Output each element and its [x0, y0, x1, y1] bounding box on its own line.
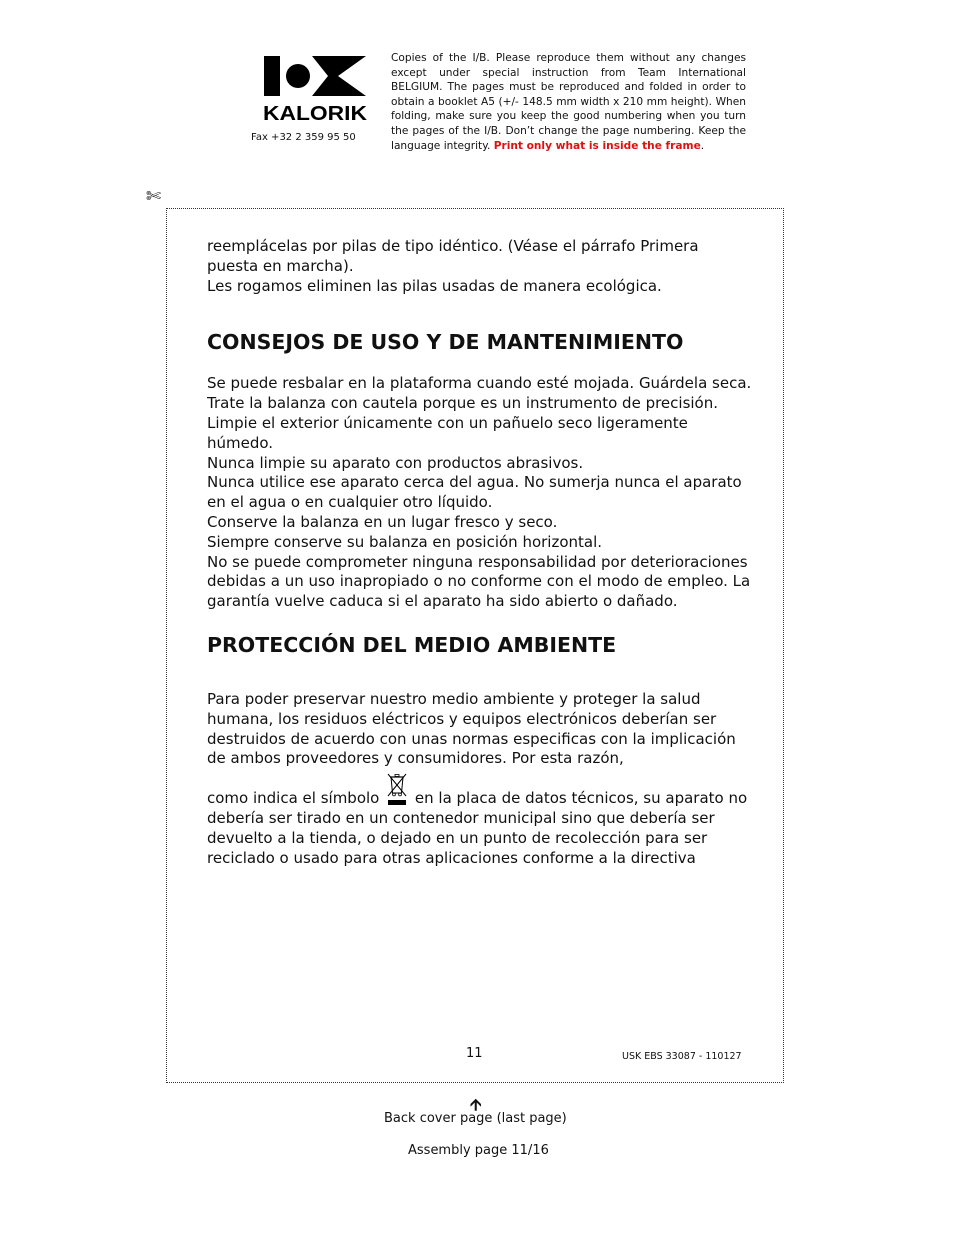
page-number: 11: [466, 1046, 483, 1061]
assembly-page-label: Assembly page 11/16: [408, 1143, 549, 1158]
notice-end: .: [700, 139, 705, 152]
maintenance-paragraph: Trate la balanza con cautela porque es un instrumento de precisión.: [207, 394, 719, 413]
intro-paragraph: reemplácelas por pilas de tipo idéntico. (Véase el párrafo Primera puesta en marcha).: [207, 237, 699, 275]
maintenance-paragraph: Se puede resbalar en la plataforma cuando esté mojada. Guárdela seca.: [207, 374, 752, 393]
intro-paragraph: Les rogamos eliminen las pilas usadas de manera ecológica.: [207, 276, 662, 295]
maintenance-paragraph: Siempre conserve su balanza en posición horizontal.: [207, 532, 603, 551]
maintenance-paragraph: No se puede comprometer ninguna responsabilidad por deterioraciones debidas a un uso inapropiado o no conforme con el modo de empleo. La garantía vuelve caduca si el aparato ha sido abierto o dañado.: [207, 552, 751, 611]
section-title-environment: PROTECCIÓN DEL MEDIO AMBIENTE: [207, 632, 617, 657]
symbol-text-before: como indica el símbolo: [207, 789, 385, 808]
back-cover-label: Back cover page (last page): [384, 1111, 567, 1126]
maintenance-paragraph: Nunca utilice ese aparato cerca del agua. No sumerja nunca el aparato en el agua o en cualquier otro líquido.: [207, 473, 742, 512]
kalorik-logo: [262, 52, 368, 124]
logo-text: KALORIK: [263, 103, 368, 124]
crossed-out-wheelie-bin-icon: [386, 771, 408, 807]
page-content: [207, 237, 752, 868]
maintenance-paragraph: Nunca limpie su aparato con productos abrasivos.: [207, 453, 584, 472]
reproduction-notice: [391, 51, 746, 153]
section-title-maintenance: CONSEJOS DE USO Y DE MANTENIMIENTO: [207, 330, 684, 355]
notice-print-warning: Print only what is inside the frame: [493, 139, 701, 152]
up-arrow-icon: 🡩: [470, 1095, 482, 1114]
notice-text: Copies of the I/B. Please reproduce them without any changes except under special instruction from Team International BELGIUM. The pages must be reproduced and folded in order to obtain a booklet A5 (+/- 148.5 mm width x 210 mm height). When folding, make sure you keep the good numbering when you turn the pages of the I/B. Don’t change the page numbering. Keep the language integrity.: [391, 52, 746, 152]
fax-number: Fax +32 2 359 95 50: [251, 132, 356, 143]
document-code: USK EBS 33087 - 110127: [622, 1051, 742, 1062]
symbol-text-after: en la placa de datos técnicos, su aparato no debería ser tirado en un contenedor municipal sino que debería ser devuelto a la tienda, o dejado en un punto de recolección para ser reciclado o usado para otras aplicaciones conforme a la directiva: [207, 789, 748, 867]
maintenance-paragraph: Conserve la balanza en un lugar fresco y seco.: [207, 512, 558, 531]
maintenance-paragraph: Limpie el exterior únicamente con un pañuelo seco ligeramente húmedo.: [207, 413, 688, 452]
environment-paragraph: Para poder preservar nuestro medio ambiente y proteger la salud humana, los residuos eléctricos y equipos electrónicos deberían ser destruidos de acuerdo con unas normas especificas con la implicación de ambos proveedores y consumidores. Por esta razón,: [207, 689, 736, 768]
environment-paragraph-symbol: [207, 771, 752, 868]
scissors-icon: ✄: [146, 186, 162, 207]
